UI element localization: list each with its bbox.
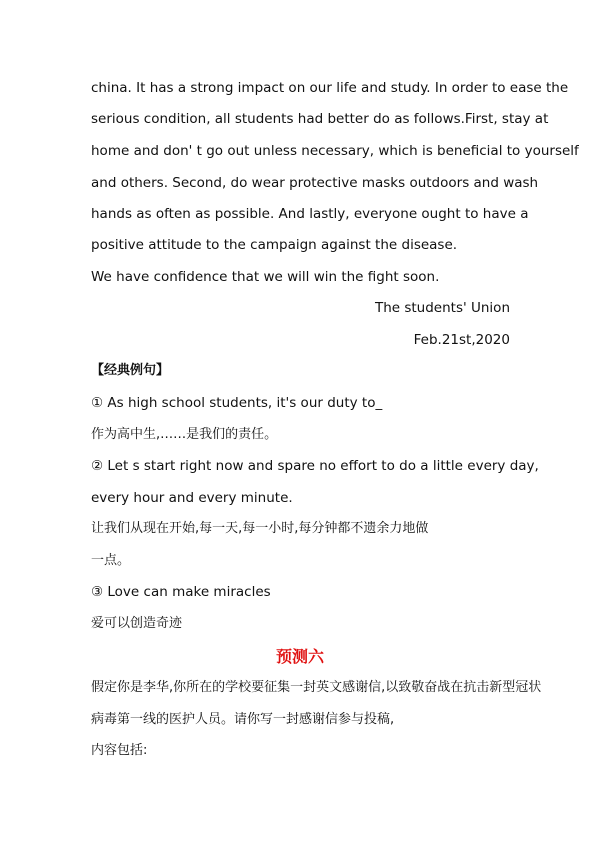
example1-english: ① As high school students, it's our duty to_ [91, 395, 383, 411]
paragraph1-line-1: china. It has a strong impact on our life and study. In order to ease the [91, 80, 569, 96]
signature-date: Feb.21st,2020 [413, 332, 510, 348]
paragraph1-line-3: home and don' t go out unless necessary, which is beneficial to yourself [91, 143, 579, 159]
paragraph2: We have confidence that we will win the fight soon. [91, 269, 440, 285]
example1-chinese: 作为高中生,……是我们的责任。 [91, 427, 278, 442]
paragraph1-line-6: positive attitude to the campaign against the disease. [91, 237, 458, 253]
examples-heading: 【经典例句】 [91, 363, 170, 378]
section-title: 预测六 [275, 647, 324, 666]
paragraph1-line-5: hands as often as possible. And lastly, everyone ought to have a [91, 206, 529, 222]
task-line-1: 假定你是李华,你所在的学校要征集一封英文感谢信,以致敬奋战在抗击新型冠状 [91, 680, 542, 695]
example2-english-line-2: every hour and every minute. [91, 490, 293, 506]
task-line-2: 病毒第一线的医护人员。请你写一封感谢信参与投稿, [91, 712, 395, 727]
example3-english: ③ Love can make miracles [91, 584, 271, 600]
example2-english-line-1: ② Let s start right now and spare no effort to do a little every day, [91, 458, 539, 474]
task-line-3: 内容包括: [91, 743, 148, 758]
signature-sender: The students' Union [374, 300, 510, 316]
example2-chinese-line-1: 让我们从现在开始,每一天,每一小时,每分钟都不遗余力地做 [91, 521, 429, 536]
example2-chinese-line-2: 一点。 [91, 553, 131, 568]
example3-chinese: 爱可以创造奇迹 [91, 616, 183, 631]
paragraph1-line-2: serious condition, all students had better do as follows.First, stay at [91, 111, 549, 127]
paragraph1-line-4: and others. Second, do wear protective masks outdoors and wash [91, 175, 539, 191]
